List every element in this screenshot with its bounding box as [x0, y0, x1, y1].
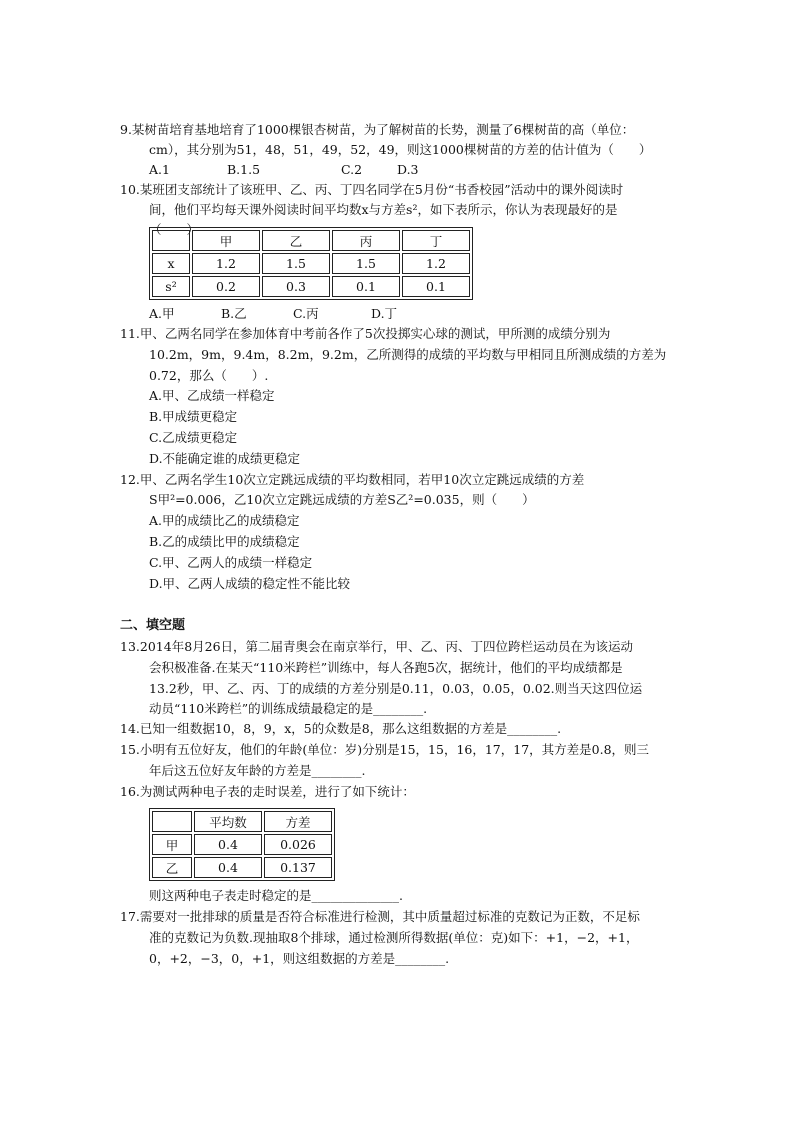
q13-line-1: 13.2014年8月26日，第二届青奥会在南京举行，甲、乙、丙、丁四位跨栏运动员在为该运动 [120, 639, 634, 654]
q14-line-1: 14.已知一组数据10，8，9，x，5的众数是8，那么这组数据的方差是________. [120, 721, 562, 736]
table-cell: 1.2 [402, 253, 470, 274]
table-cell: 0.1 [332, 276, 400, 297]
q10-option-c: C.丙 [293, 306, 319, 321]
q11-option-a: A.甲、乙成绩一样稳定 [149, 388, 275, 403]
q10-option-a: A.甲 [149, 306, 175, 321]
table-cell: 甲 [152, 834, 192, 855]
q10-line-1: 10.某班团支部统计了该班甲、乙、丙、丁四名同学在5月份“书香校园”活动中的课外阅读时 [120, 182, 624, 197]
table-cell: 乙 [262, 230, 330, 251]
q13-line-2: 会积极准备.在某天“110米跨栏”训练中，每人各跑5次，据统计，他们的平均成绩都是 [149, 660, 623, 675]
q11-line-3: 0.72，那么（ ）. [149, 368, 269, 383]
table-row [152, 230, 470, 251]
table-cell: 1.2 [192, 253, 260, 274]
table-cell: 丁 [402, 230, 470, 251]
table-cell: 甲 [192, 230, 260, 251]
q10-options [149, 305, 397, 323]
q16-line-1: 16.为测试两种电子表的走时误差，进行了如下统计： [120, 784, 415, 799]
table-cell: 0.4 [194, 834, 262, 855]
q15-line-2: 年后这五位好友年龄的方差是________. [149, 763, 366, 778]
q12-option-d: D.甲、乙两人成绩的稳定性不能比较 [149, 576, 351, 591]
q9-option-a: A.1 [149, 162, 170, 177]
q17-line-3: 0，+2，−3，0，+1，则这组数据的方差是________. [149, 951, 450, 966]
table-row [152, 857, 332, 878]
table-cell: 平均数 [194, 811, 262, 832]
q17-line-2: 准的克数记为负数.现抽取8个排球，通过检测所得数据(单位：克)如下：+1，−2，+1， [149, 930, 639, 945]
q15-line-1: 15.小明有五位好友，他们的年龄(单位：岁)分别是15，15，16，17，17，其方差是0.8，则三 [120, 742, 650, 757]
table-row [152, 276, 470, 297]
table-row [152, 253, 470, 274]
table-row [152, 834, 332, 855]
table-cell: 乙 [152, 857, 192, 878]
q17-line-1: 17.需要对一批排球的质量是否符合标准进行检测，其中质量超过标准的克数记为正数，不足标 [120, 909, 640, 924]
table-cell: x [152, 253, 190, 274]
table-cell: 0.2 [192, 276, 260, 297]
section-heading: 二、填空题 [120, 618, 186, 633]
q9-option-b: B.1.5 [227, 162, 261, 177]
table-cell: 1.5 [332, 253, 400, 274]
table-cell: 0.1 [402, 276, 470, 297]
table-cell: 0.026 [264, 834, 332, 855]
q10-option-b: B.乙 [221, 306, 247, 321]
q13-line-3: 13.2秒，甲、乙、丙、丁的成绩的方差分别是0.11，0.03，0.05，0.02.则当天这四位运 [149, 681, 643, 696]
q11-option-c: C.乙成绩更稳定 [149, 430, 238, 445]
table-cell: 0.3 [262, 276, 330, 297]
table-cell: 丙 [332, 230, 400, 251]
q9-option-c: C.2 [341, 162, 363, 177]
table-cell: 方差 [264, 811, 332, 832]
table-cell: s² [152, 276, 190, 297]
q12-option-b: B.乙的成绩比甲的成绩稳定 [149, 534, 300, 549]
q12-option-a: A.甲的成绩比乙的成绩稳定 [149, 513, 300, 528]
q12-option-c: C.甲、乙两人的成绩一样稳定 [149, 555, 313, 570]
q9-line-1: 9.某树苗培育基地培育了1000棵银杏树苗，为了解树苗的长势，测量了6棵树苗的高（单位： [120, 122, 635, 137]
q11-line-1: 11.甲、乙两名同学在参加体育中考前各作了5次投掷实心球的测试，甲所测的成绩分别为 [120, 326, 611, 341]
q16-table [149, 808, 335, 881]
q16-line-2: 则这两种电子表走时稳定的是______________. [149, 888, 403, 903]
table-cell: 0.137 [264, 857, 332, 878]
q11-option-d: D.不能确定谁的成绩更稳定 [149, 451, 301, 466]
table-cell [152, 230, 190, 251]
q12-line-1: 12.甲、乙两名学生10次立定跳远成绩的平均数相同，若甲10次立定跳远成绩的方差 [120, 472, 585, 487]
table-row [152, 811, 332, 832]
q9-line-2: cm），其分别为51，48，51，49，52，49，则这1000棵树苗的方差的估计值为（ ） [149, 142, 652, 157]
q9-options [149, 161, 419, 179]
q13-line-4: 动员“110米跨栏”的训练成绩最稳定的是________. [149, 701, 428, 716]
table-cell: 0.4 [194, 857, 262, 878]
q10-option-d: D.丁 [371, 306, 398, 321]
q9-option-d: D.3 [397, 162, 419, 177]
table-cell [152, 811, 192, 832]
q10-line-2: 间，他们平均每天课外阅读时间平均数x与方差s²，如下表所示，你认为表现最好的是 [149, 202, 618, 217]
q10-line-3: （ ） [149, 222, 200, 237]
q10-table [149, 227, 473, 300]
q11-option-b: B.甲成绩更稳定 [149, 409, 238, 424]
q11-line-2: 10.2m，9m，9.4m，8.2m，9.2m，乙所测得的成绩的平均数与甲相同且所测成绩的方差为 [149, 347, 667, 362]
q12-line-2: S甲²=0.006，乙10次立定跳远成绩的方差S乙²=0.035，则（ ） [149, 492, 535, 507]
table-cell: 1.5 [262, 253, 330, 274]
